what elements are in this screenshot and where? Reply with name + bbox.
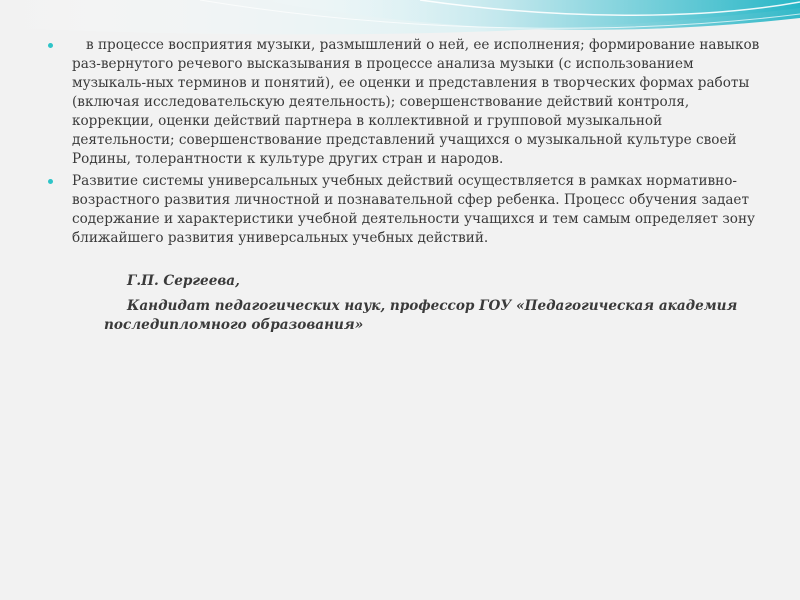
- signature-block: [48, 272, 760, 335]
- list-item: [48, 36, 760, 169]
- author-title: Кандидат педагогических наук, профессор ГОУ «Педагогическая академия последипломного образования»: [104, 298, 738, 333]
- slide-content: [48, 36, 760, 335]
- author-name: Г.П. Сергеева,: [127, 273, 240, 289]
- paragraph-text: в процессе восприятия музыки, размышлений о ней, ее исполнения; формирование навыков раз-вернутого речевого высказывания в процессе анализа музыки (с использованием музыкаль-ных терминов и понятий), ее оценки и представления в творческих формах работы (включая исследовательскую деятельность); совершенствование действий контроля, коррекции, оценки действий партнера в коллективной и групповой музыкальной деятельности; совершенствование представлений учащихся о музыкальной культуре своей Родины, толерантности к культуре других стран и народов.: [72, 37, 760, 167]
- list-item: [48, 172, 760, 248]
- bullet-list: [48, 36, 760, 248]
- bullet-dot-icon: [48, 43, 53, 48]
- bullet-dot-icon: [48, 179, 53, 184]
- paragraph-text: Развитие системы универсальных учебных действий осуществляется в рамках нормативно-возрастного развития личностной и познавательной сфер ребенка. Процесс обучения задает содержание и характеристики учебной деятельности учащихся и тем самым определяет зону ближайшего развития универсальных учебных действий.: [72, 173, 756, 246]
